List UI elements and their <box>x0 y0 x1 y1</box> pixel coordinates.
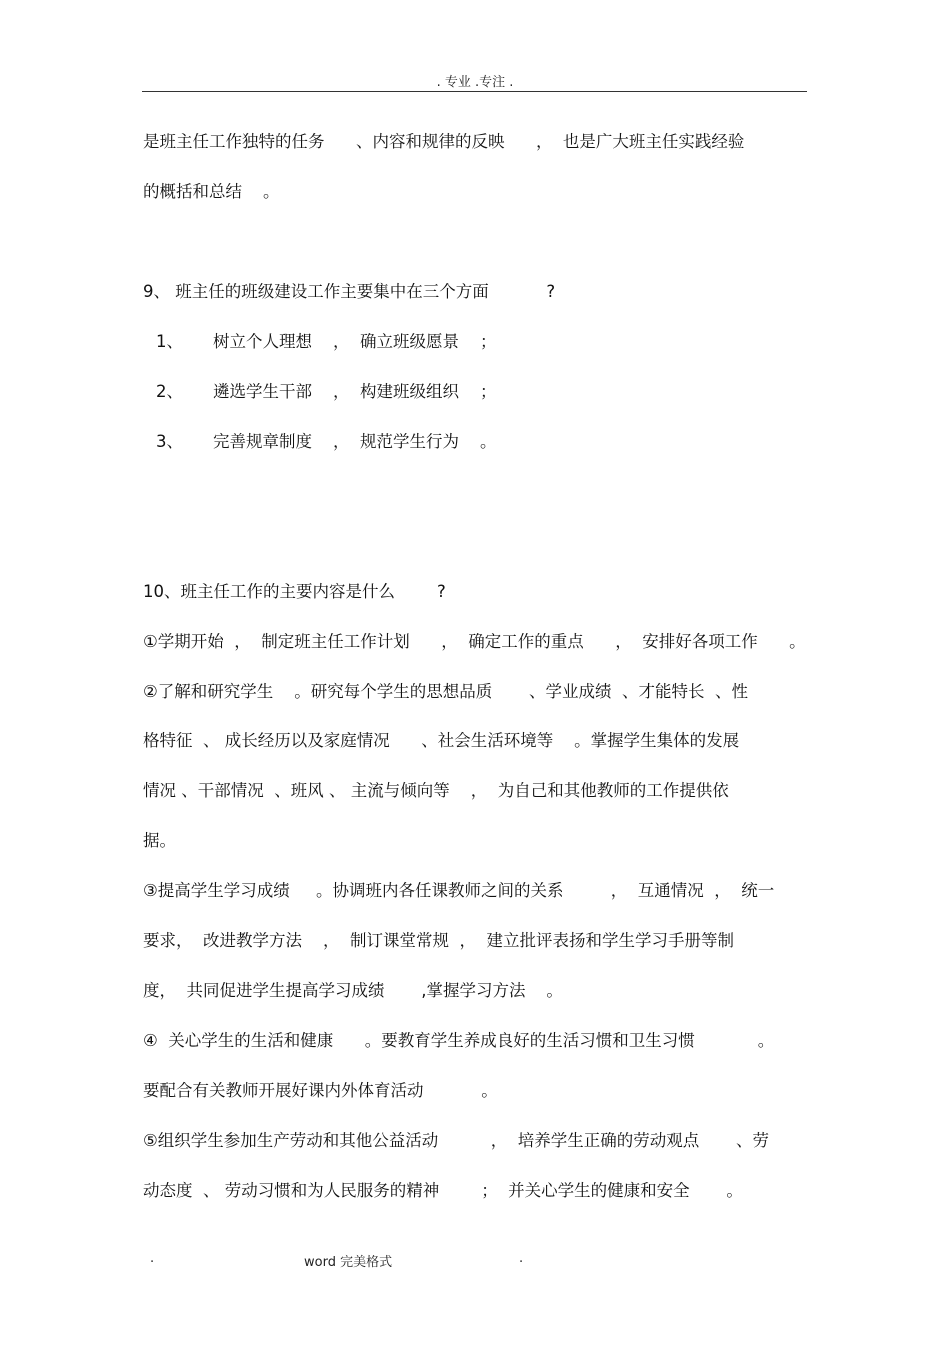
q10-line-12: 动态度 、 劳动习惯和为人民服务的精神 ； 并关心学生的健康和安全 。 <box>143 1181 743 1200</box>
q9-item-2-number: 2、 <box>156 382 183 401</box>
q9-title: 9、 班主任的班级建设工作主要集中在三个方面 ? <box>143 282 556 301</box>
footer-left-dot: . <box>150 1251 155 1266</box>
intro-line-2: 的概括和总结 。 <box>143 182 280 201</box>
q10-line-1: ①学期开始 ， 制定班主任工作计划 ， 确定工作的重点 ， 安排好各项工作 。 <box>143 632 806 651</box>
footer-text: word 完美格式 <box>304 1255 393 1270</box>
q9-item-1-number: 1、 <box>156 332 183 351</box>
page-header: . 专业 .专注 . <box>436 75 514 90</box>
q10-title: 10、班主任工作的主要内容是什么 ? <box>143 582 446 601</box>
q10-line-4: 情况 、干部情况 、班风 、 主流与倾向等 ， 为自己和其他教师的工作提供依 <box>143 781 729 800</box>
q10-line-5: 据。 <box>143 831 176 850</box>
header-rule <box>142 91 807 92</box>
q9-item-3-text: 完善规章制度 ， 规范学生行为 。 <box>213 432 497 451</box>
q10-line-3: 格特征 、 成长经历以及家庭情况 、社会生活环境等 。掌握学生集体的发展 <box>143 731 740 750</box>
q9-item-3-number: 3、 <box>156 432 183 451</box>
q10-line-2: ②了解和研究学生 。研究每个学生的思想品质 、学业成绩 、才能特长 、性 <box>143 682 748 701</box>
footer-right-dot: . <box>519 1251 524 1266</box>
q10-line-9: ④ 关心学生的生活和健康 。要教育学生养成良好的生活习惯和卫生习惯 。 <box>143 1031 775 1050</box>
q10-line-10: 要配合有关教师开展好课内外体育活动 。 <box>143 1081 498 1100</box>
q10-line-11: ⑤组织学生参加生产劳动和其他公益活动 ， 培养学生正确的劳动观点 、劳 <box>143 1131 769 1150</box>
q10-line-8: 度， 共同促进学生提高学习成绩 ,掌握学习方法 。 <box>143 981 563 1000</box>
intro-line-1: 是班主任工作独特的任务 、内容和规律的反映 ， 也是广大班主任实践经验 <box>143 132 745 151</box>
q9-item-2-text: 遴选学生干部 ， 构建班级组织 ； <box>213 382 497 401</box>
q10-line-7: 要求， 改进教学方法 ， 制订课堂常规 ， 建立批评表扬和学生学习手册等制 <box>143 931 734 950</box>
q10-line-6: ③提高学生学习成绩 。协调班内各任课教师之间的关系 ， 互通情况 ， 统一 <box>143 881 775 900</box>
q9-item-1-text: 树立个人理想 ， 确立班级愿景 ； <box>213 332 497 351</box>
